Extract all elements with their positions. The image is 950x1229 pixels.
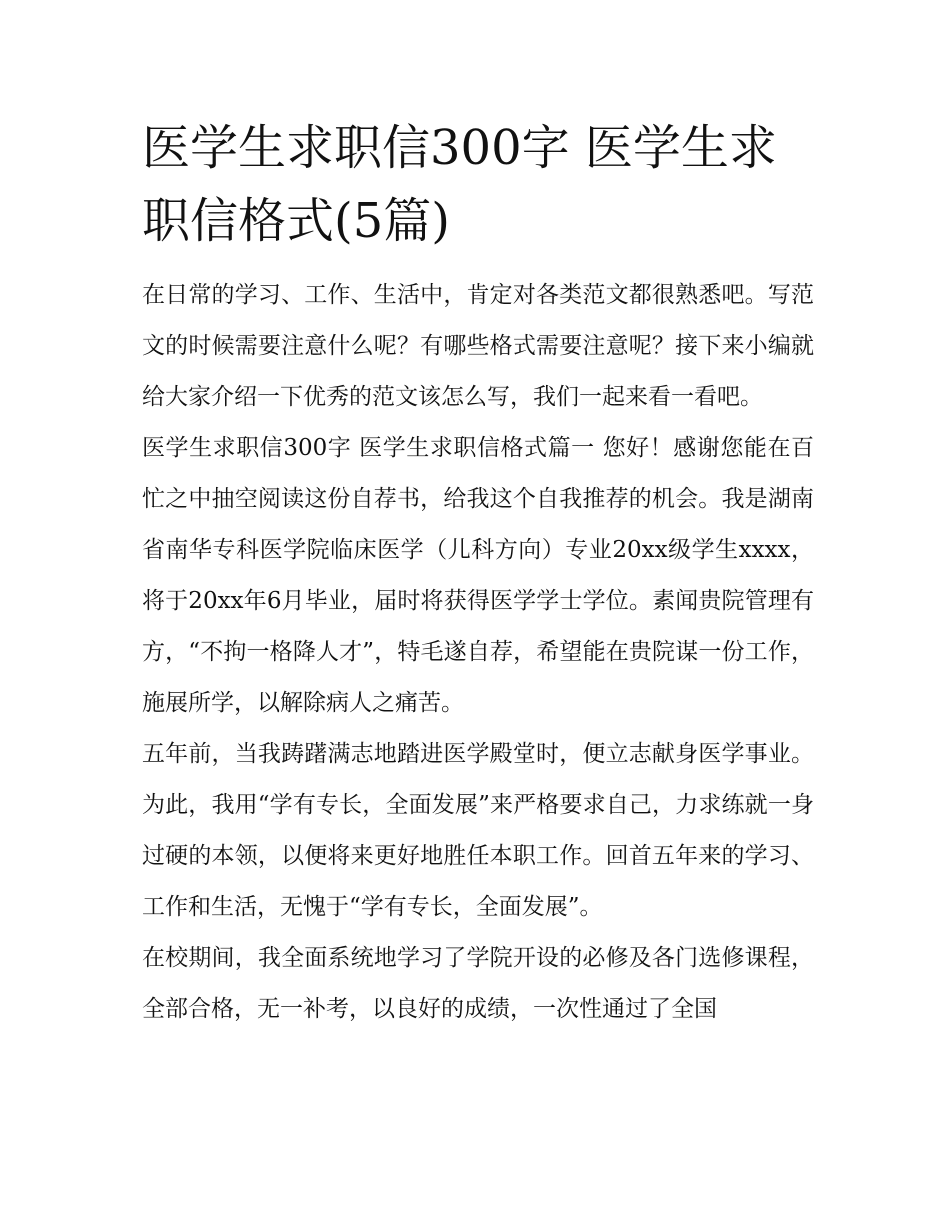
paragraph-in-school: 在校期间，我全面系统地学习了学院开设的必修及各门选修课程，全部合格，无一补考，以良好的成绩，一次性通过了全国 xyxy=(142,945,814,1022)
document-body xyxy=(142,270,814,1035)
document-page xyxy=(142,112,814,1035)
document-title: 医学生求职信300字 医学生求职信格式(5篇) xyxy=(142,120,777,249)
paragraph-five-years: 五年前，当我踌躇满志地踏进医学殿堂时，便立志献身医学事业。为此，我用“学有专长，全面发展”来严格要求自己，力求练就一身过硬的本领，以便将来更好地胜任本职工作。回首五年来的学习、工作和生活，无愧于“学有专长，全面发展”。 xyxy=(142,741,814,920)
paragraph-intro: 在日常的学习、工作、生活中，肯定对各类范文都很熟悉吧。写范文的时候需要注意什么呢？有哪些格式需要注意呢？接下来小编就给大家介绍一下优秀的范文该怎么写，我们一起来看一看吧。 xyxy=(142,282,814,410)
paragraph-letter-opening: 医学生求职信300字 医学生求职信格式篇一 您好！感谢您能在百忙之中抽空阅读这份自荐书，给我这个自我推荐的机会。我是湖南省南华专科医学院临床医学（儿科方向）专业20xx级学生xxxx，将于20xx年6月毕业，届时将获得医学学士学位。素闻贵院管理有方，“不拘一格降人才”，特毛遂自荐，希望能在贵院谋一份工作，施展所学，以解除病人之痛苦。 xyxy=(142,435,814,716)
